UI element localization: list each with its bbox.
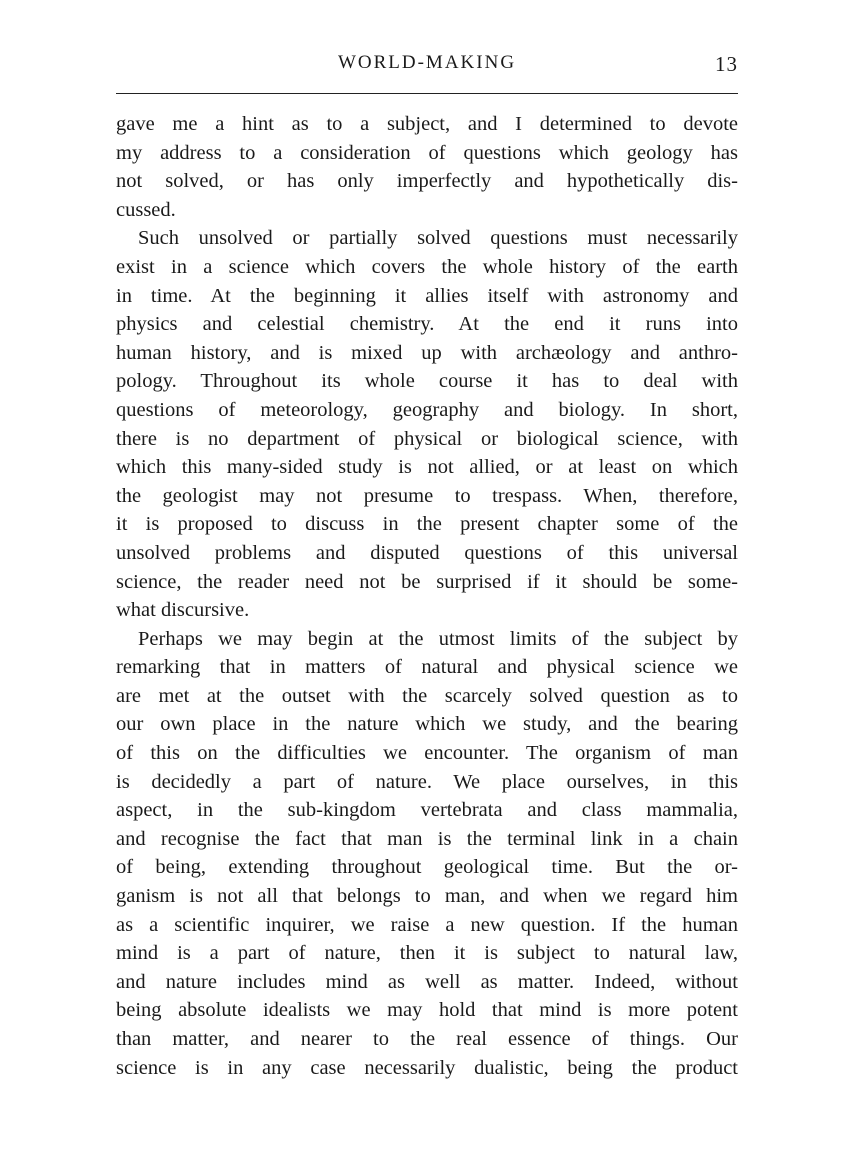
text-line: unsolved problems and disputed questions of this universal [116, 541, 738, 564]
text-line: than matter, and nearer to the real essence of things. Our [116, 1028, 738, 1050]
text-line: gave me a hint as to a subject, and I determined to devote [116, 113, 738, 135]
text-line: are met at the outset with the scarcely solved question as to [116, 684, 738, 707]
text-line: ganism is not all that belongs to man, and when we regard him [116, 885, 738, 908]
text-line: cussed. [116, 198, 176, 221]
text-line: mind is a part of nature, then it is subject to natural law, [116, 942, 738, 965]
text-line: it is proposed to discuss in the present chapter some of the [116, 513, 738, 536]
text-line: pology. Throughout its whole course it has to deal with [116, 370, 738, 393]
text-line: science, the reader need not be surprised if it should be some- [116, 570, 738, 593]
text-line: Such unsolved or partially solved questions must necessarily [138, 227, 738, 250]
text-line: not solved, or has only imperfectly and hypothetically dis- [116, 170, 738, 193]
text-line: aspect, in the sub-kingdom vertebrata and class mammalia, [116, 799, 738, 822]
text-line: in time. At the beginning it allies itself with astronomy and [116, 284, 738, 307]
text-line: and recognise the fact that man is the terminal link in a chain [116, 827, 738, 850]
text-line: science is in any case necessarily dualistic, being the product [116, 1056, 738, 1079]
running-title: WORLD-MAKING [337, 52, 517, 73]
paragraph [116, 224, 738, 624]
text-line: the geologist may not presume to trespass. When, therefore, [116, 484, 738, 507]
text-line: physics and celestial chemistry. At the end it runs into [116, 313, 738, 336]
text-line: of this on the difficulties we encounter. The organism of man [116, 742, 738, 765]
text-line: which this many-sided study is not allied, or at least on which [116, 456, 738, 479]
text-line: and nature includes mind as well as matter. Indeed, without [116, 970, 738, 993]
paragraph [116, 110, 738, 224]
body-text [116, 110, 738, 1082]
paragraph [116, 625, 738, 1083]
text-line: Perhaps we may begin at the utmost limits of the subject by [138, 627, 738, 650]
header-rule [116, 93, 738, 94]
running-head [116, 52, 738, 80]
text-line: what discursive. [116, 599, 250, 622]
text-line: of being, extending throughout geological time. But the or- [116, 856, 738, 879]
text-line: being absolute idealists we may hold that mind is more potent [116, 999, 738, 1022]
page-number: 13 [715, 52, 738, 76]
text-line: there is no department of physical or biological science, with [116, 427, 738, 450]
text-line: questions of meteorology, geography and biology. In short, [116, 398, 738, 421]
text-line: is decidedly a part of nature. We place ourselves, in this [116, 770, 738, 793]
text-line: exist in a science which covers the whole history of the earth [116, 255, 738, 278]
text-line: my address to a consideration of questions which geology has [116, 141, 738, 164]
text-line: remarking that in matters of natural and physical science we [116, 656, 738, 679]
text-line: human history, and is mixed up with archæology and anthro- [116, 341, 738, 364]
text-line: as a scientific inquirer, we raise a new question. If the human [116, 913, 738, 936]
text-line: our own place in the nature which we study, and the bearing [116, 713, 738, 736]
